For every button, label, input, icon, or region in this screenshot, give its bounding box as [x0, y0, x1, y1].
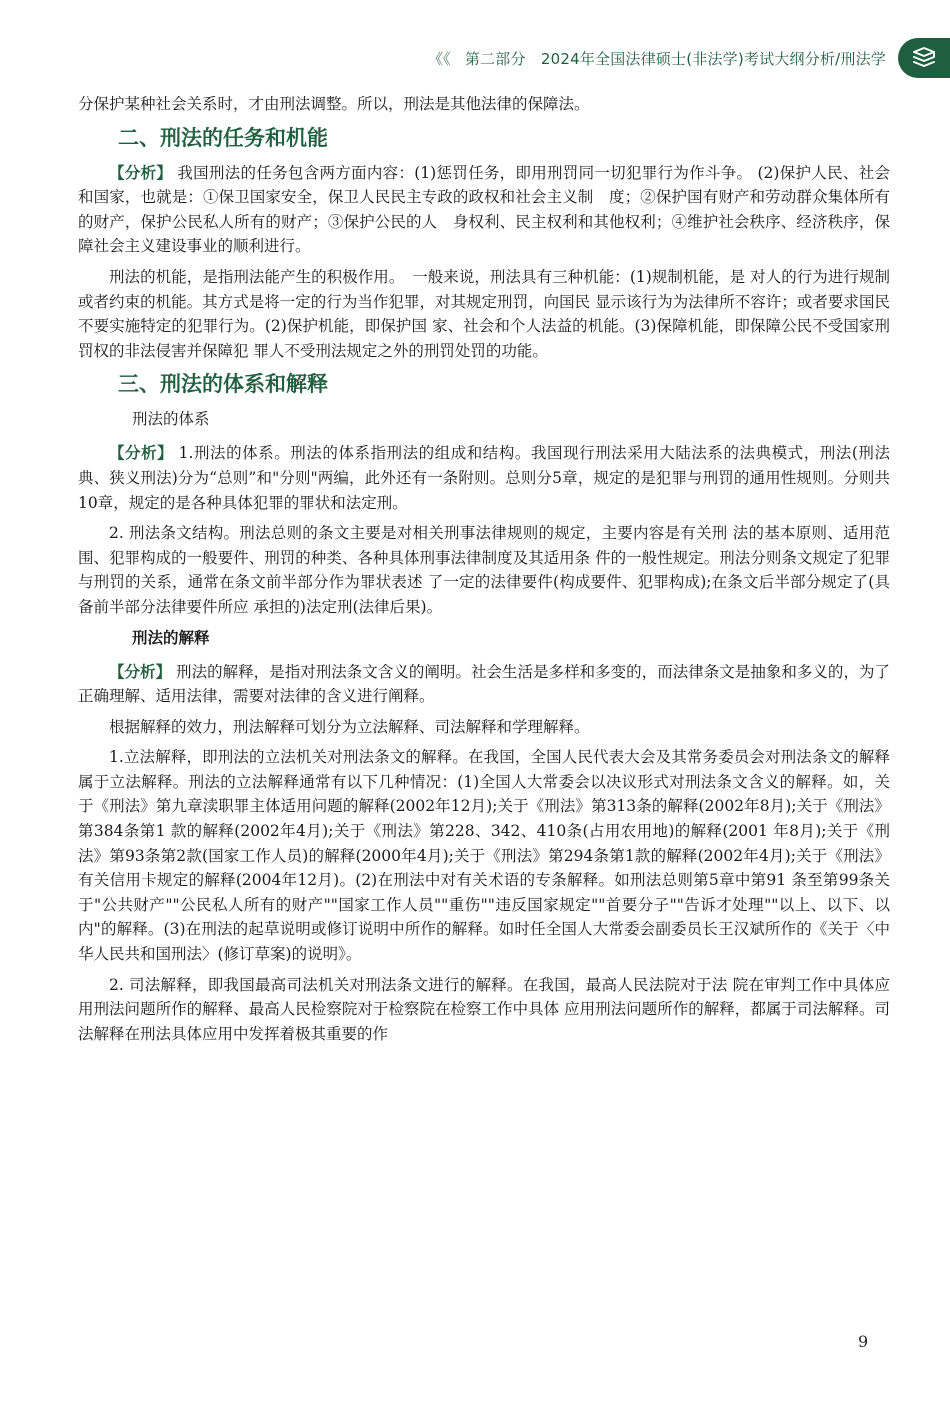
header-badge: [898, 38, 950, 78]
analysis-tag: 【分析】: [109, 662, 172, 681]
book-stack-icon: [910, 44, 938, 72]
section-heading-system: 三、刑法的体系和解释: [118, 372, 328, 397]
paragraph-system: [78, 441, 890, 515]
subheading-interpretation: 刑法的解释: [132, 628, 210, 647]
paragraph-continuation: 分保护某种社会关系时，才由刑法调整。所以，刑法是其他法律的保障法。: [78, 95, 590, 113]
paragraph-legislative: 1.立法解释，即刑法的立法机关对刑法条文的解释。在我国，全国人民代表大会及其常务委员会对刑法条文的解释属于立法解释。刑法的立法解释通常有以下几种情况：(1)全国人大常委会以决议形式对刑法条文含义的解释。如，关于《刑法》第九章渎职罪主体适用问题的解释(2002年12月);关于《刑法》第313条的解释(2002年8月);关于《刑法》第384条第1 款的解释(2002年4月);关于《刑法》第228、342、410条(占用农用地)的解释(2001 年8月);关于《刑法》第93条第2款(国家工作人员)的解释(2000年4月);关于《刑法》第294条第1款的解释(2002年4月);关于《刑法》有关信用卡规定的解释(2004年12月)。(2)在刑法中对有关术语的专条解释。如刑法总则第5章中第91 条至第99条关于"公共财产""公民私人所有的财产""国家工作人员""重伤""违反国家规定""首要分子""告诉才处理""以上、以下、以内"的解释。(3)在刑法的起草说明或修订说明中所作的解释。如时任全国人大常委会副委员长王汉斌所作的《关于〈中华人民共和国刑法〉(修订草案)的说明》。: [78, 748, 890, 964]
paragraph-classification: 根据解释的效力，刑法解释可划分为立法解释、司法解释和学理解释。: [109, 717, 590, 736]
paragraph-tasks: [78, 161, 890, 259]
paragraph-text: 我国刑法的任务包含两方面内容：(1)惩罚任务，即用刑罚同一切犯罪行为作斗争。 (2)保护人民、社会和国家，也就是：①保卫国家安全，保卫人民民主专政的政权和社会主义制 度；②保护国有财产和劳动群众集体所有的财产，保护公民私人所有的财产；③保护公民的人 身权利、民主权利和其他权利；④维护社会秩序、经济秩序，保障社会主义建设事业的顺利进行。: [78, 163, 890, 256]
page-content: [78, 92, 890, 1052]
header-title: 第二部分 2024年全国法律硕士(非法学)考试大纲分析/刑法学: [464, 50, 886, 68]
analysis-tag: 【分析】: [109, 163, 173, 182]
header-chevrons: 《《: [427, 50, 451, 68]
paragraph-interpretation: [78, 660, 890, 709]
paragraph-judicial: 2. 司法解释，即我国最高司法机关对刑法条文进行的解释。在我国，最高人民法院对于法 院在审判工作中具体应用刑法问题所作的解释、最高人民检察院对于检察院在检察工作中具体 应用刑法问题所作的解释，都属于司法解释。司法解释在刑法具体应用中发挥着极其重要的作: [78, 975, 890, 1043]
paragraph-structure: 2. 刑法条文结构。刑法总则的条文主要是对相关刑事法律规则的规定，主要内容是有关刑 法的基本原则、适用范围、犯罪构成的一般要件、刑罚的种类、各种具体刑事法律制度及其适用条 件的一般性规定。刑法分则条文规定了犯罪与刑罚的关系，通常在条文前半部分作为罪状表述 了一定的法律要件(构成要件、犯罪构成);在条文后半部分规定了(具备前半部分法律要件所应 承担的)法定刑(法律后果)。: [78, 524, 890, 616]
paragraph-functions: 刑法的机能，是指刑法能产生的积极作用。 一般来说，刑法具有三种机能：(1)规制机能，是 对人的行为进行规制或者约束的机能。其方式是将一定的行为当作犯罪，对其规定刑罚，向国民 显示该行为为法律所不容许；或者要求国民不要实施特定的犯罪行为。(2)保护机能，即保护国 家、社会和个人法益的机能。(3)保障机能，即保障公民不受国家刑罚权的非法侵害并保障犯 罪人不受刑法规定之外的刑罚处罚的功能。: [78, 267, 890, 360]
paragraph-text: 1.刑法的体系。刑法的体系指刑法的组成和结构。我国现行刑法采用大陆法系的法典模式，刑法(刑法典、狭义刑法)分为“总则”和"分则"两编，此外还有一条附则。总则分5章，规定的是犯罪与刑罚的通用性规则。分则共10章，规定的是各种具体犯罪的罪状和法定刑。: [78, 444, 890, 512]
header-title-line: [428, 48, 886, 69]
paragraph-text: 刑法的解释，是指对刑法条文含义的阐明。社会生活是多样和多变的，而法律条文是抽象和多义的，为了正确理解、适用法律，需要对法律的含义进行阐释。: [78, 662, 890, 706]
subheading-system: 刑法的体系: [132, 410, 210, 429]
page-number: 9: [858, 1332, 869, 1351]
page-header: [0, 36, 950, 80]
analysis-tag: 【分析】: [109, 444, 174, 463]
section-heading-tasks: 二、刑法的任务和机能: [118, 125, 328, 150]
